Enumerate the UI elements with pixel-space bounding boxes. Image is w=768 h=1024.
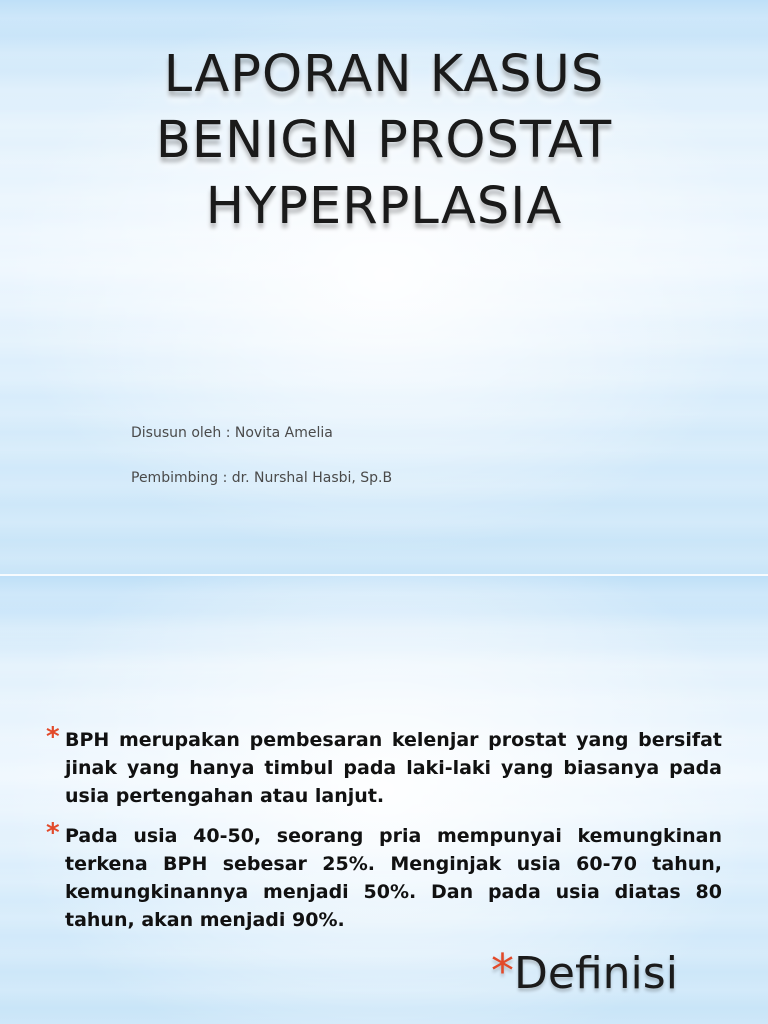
bullet-text: Pada usia 40-50, seorang pria mempunyai kemungkinan terkena BPH sebesar 25%. Menginjak usia 60-70 tahun, kemungkinannya menjadi 50%. Dan pada usia diatas 80 tahun, akan menjadi 90%. bbox=[65, 825, 722, 931]
title-line-1: LAPORAN KASUS bbox=[163, 45, 605, 104]
bullet-text: BPH merupakan pembesaran kelenjar prostat yang bersifat jinak yang hanya timbul pada laki-laki yang biasanya pada usia pertengahan atau lanjut. bbox=[65, 729, 722, 807]
advisor-text: Pembimbing : dr. Nurshal Hasbi, Sp.B bbox=[131, 470, 393, 486]
asterisk-icon: * bbox=[491, 944, 514, 998]
section-heading bbox=[491, 944, 678, 1002]
bullet-item bbox=[46, 818, 722, 934]
title-line-3: HYPERPLASIA bbox=[205, 177, 563, 236]
title-line-2: BENIGN PROSTAT bbox=[155, 111, 613, 170]
section-heading-text: Definisi bbox=[514, 948, 678, 999]
author-text: Disusun oleh : Novita Amelia bbox=[131, 425, 333, 441]
asterisk-icon: * bbox=[46, 722, 60, 752]
definition-slide bbox=[0, 576, 768, 1024]
slide-title bbox=[0, 42, 768, 240]
asterisk-icon: * bbox=[46, 818, 60, 848]
bullet-item bbox=[46, 722, 722, 810]
bullet-list bbox=[46, 722, 722, 946]
